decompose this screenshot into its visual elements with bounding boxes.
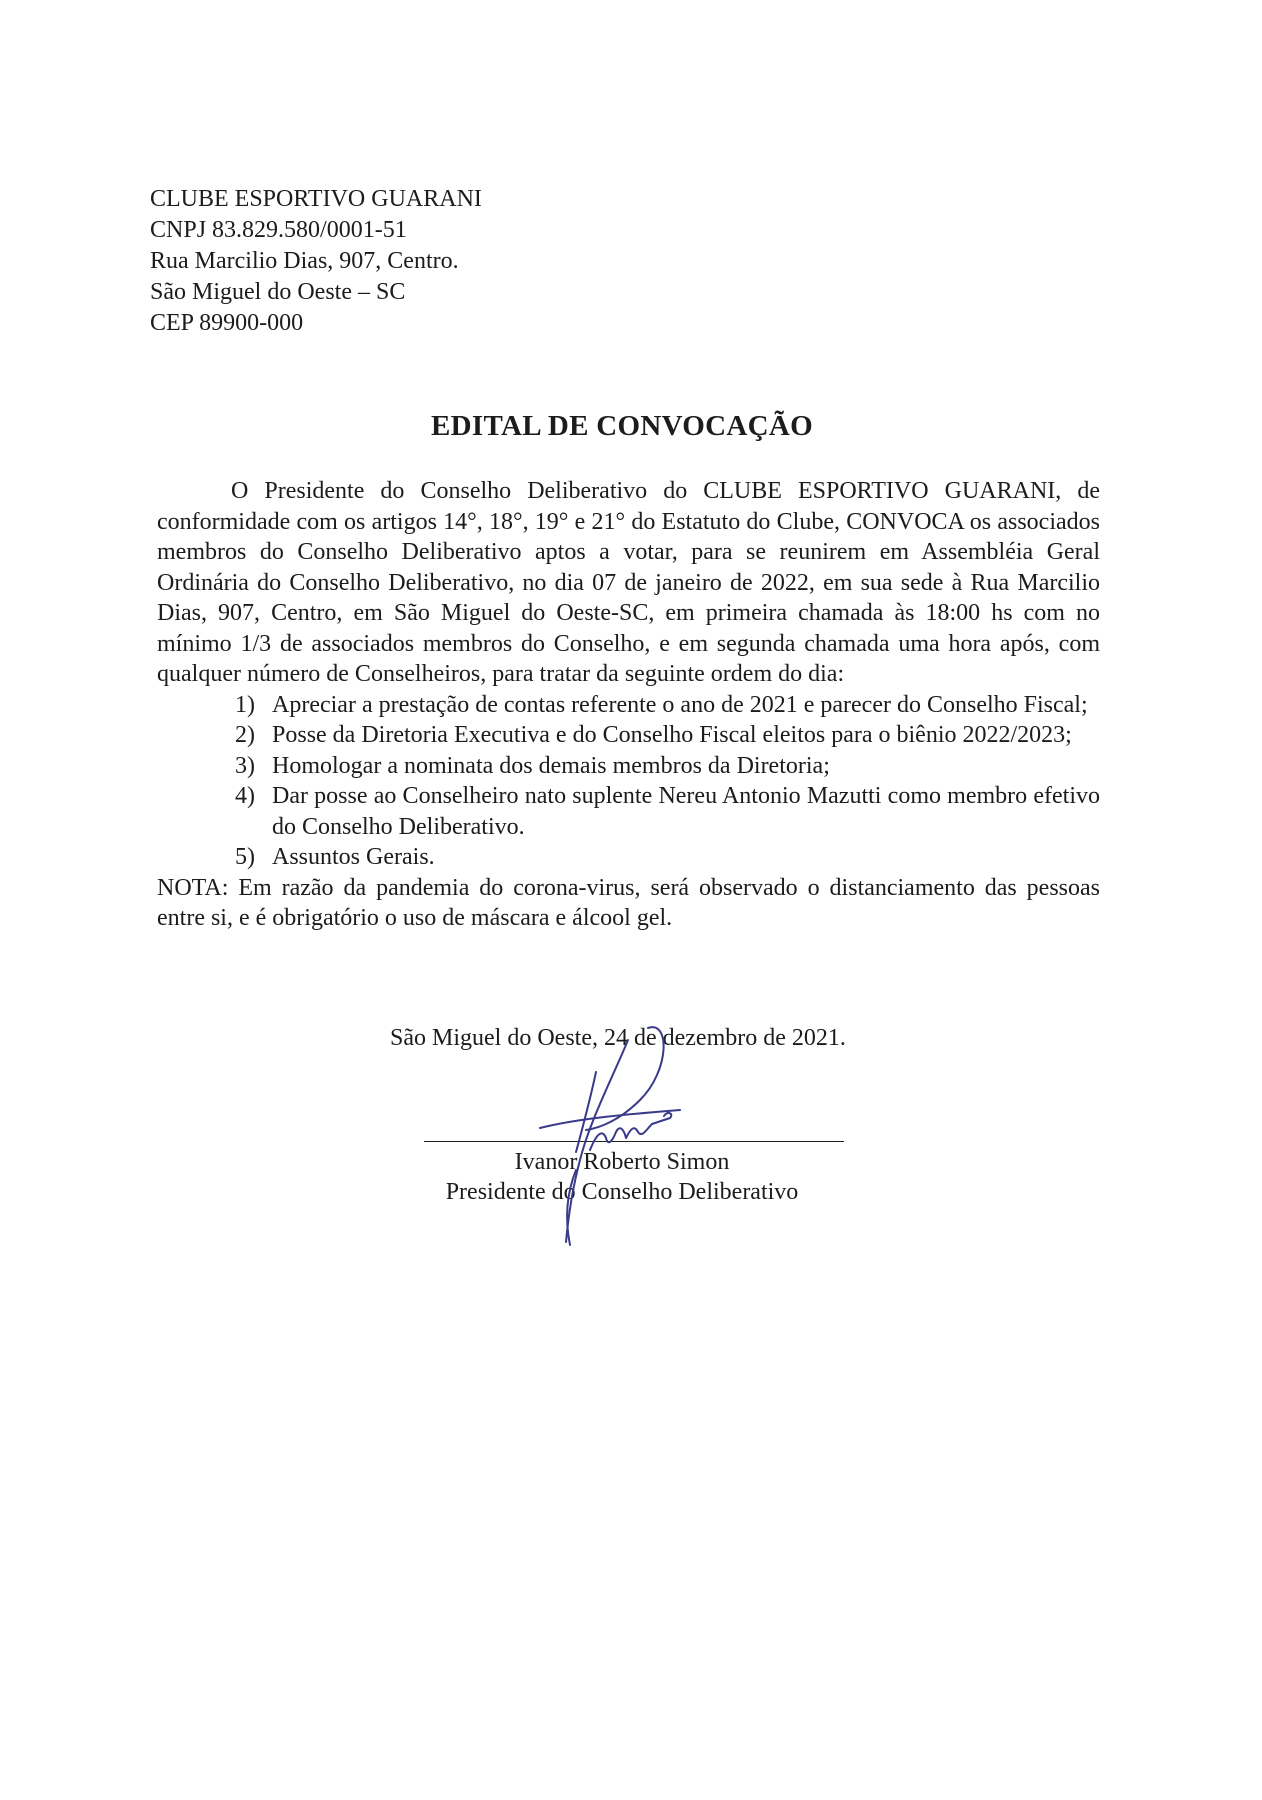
signer-role: Presidente do Conselho Deliberativo xyxy=(445,1179,799,1205)
club-street: Rua Marcilio Dias, 907, Centro. xyxy=(150,248,459,274)
agenda-item xyxy=(157,751,1100,782)
club-cnpj: CNPJ 83.829.580/0001-51 xyxy=(150,217,407,243)
agenda-item-text: Assuntos Gerais. xyxy=(272,844,435,870)
agenda-item-text: Posse da Diretoria Executiva e do Conselho Fiscal eleitos para o biênio 2022/2023; xyxy=(272,722,1072,748)
date-line: São Miguel do Oeste, 24 de dezembro de 2021. xyxy=(390,1025,846,1051)
agenda-item-text: Homologar a nominata dos demais membros da Diretoria; xyxy=(272,752,830,779)
handwritten-signature xyxy=(520,1010,720,1260)
club-city: São Miguel do Oeste – SC xyxy=(150,279,406,305)
agenda-item-number: 3) xyxy=(235,752,255,779)
agenda-item xyxy=(157,781,1100,842)
intro-paragraph: O Presidente do Conselho Deliberativo do CLUBE ESPORTIVO GUARANI, de conformidade com os artigos 14°, 18°, 19° e 21° do Estatuto do Clube, CONVOCA os associados membros do Conselho Deliberativo aptos a votar, para se reunirem em Assembléia Geral Ordinária do Conselho Deliberativo, no dia 07 de janeiro de 2022, em sua sede à Rua Marcilio Dias, 907, Centro, em São Miguel do Oeste-SC, em primeira chamada às 18:00 hs com no mínimo 1/3 de associados membros do Conselho, e em segunda chamada uma hora após, com qualquer número de Conselheiros, para tratar da seguinte ordem do dia: xyxy=(157,478,1100,687)
signer-name: Ivanor Roberto Simon xyxy=(514,1149,730,1175)
agenda-item-text: Dar posse ao Conselheiro nato suplente Nereu Antonio Mazutti como membro efetivo do Conselho Deliberativo. xyxy=(272,783,1100,840)
agenda-list xyxy=(157,690,1100,873)
agenda-item xyxy=(157,842,1100,873)
agenda-item-number: 2) xyxy=(235,722,255,748)
nota-paragraph: NOTA: Em razão da pandemia do corona-virus, será observado o distanciamento das pessoas entre si, e é obrigatório o uso de máscara e álcool gel. xyxy=(157,874,1100,931)
agenda-item-number: 5) xyxy=(235,844,255,870)
document-body xyxy=(157,476,1100,934)
agenda-item xyxy=(157,720,1100,751)
club-name: CLUBE ESPORTIVO GUARANI xyxy=(150,186,482,212)
agenda-item xyxy=(157,690,1100,721)
document-title: EDITAL DE CONVOCAÇÃO xyxy=(431,410,813,442)
agenda-item-text: Apreciar a prestação de contas referente o ano de 2021 e parecer do Conselho Fiscal; xyxy=(272,691,1088,718)
club-cep: CEP 89900-000 xyxy=(150,310,304,336)
agenda-item-number: 1) xyxy=(235,691,255,718)
agenda-item-number: 4) xyxy=(235,783,255,809)
letterhead xyxy=(150,184,482,339)
